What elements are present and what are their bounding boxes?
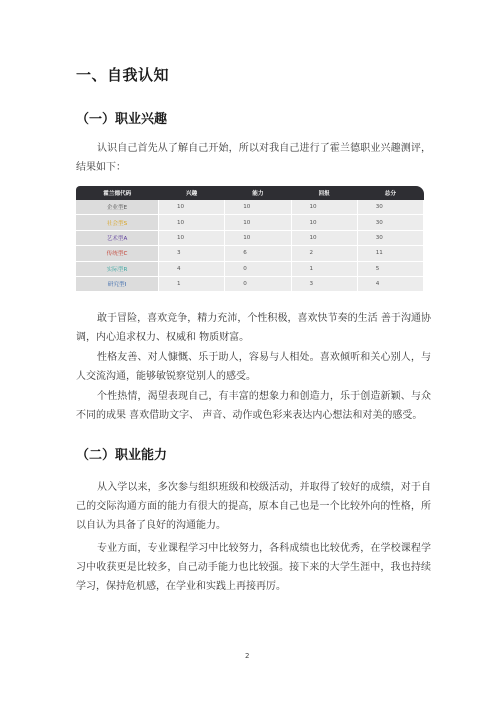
paragraph-social: 性格友善、对人慷慨、乐于助人，容易与人相处。喜欢倾听和关心别人，与人交流沟通，能够敏锐察觉别人的感受。 [76, 352, 431, 382]
score-cell: 3 [291, 276, 357, 291]
holland-code-table [76, 186, 424, 292]
paragraph-professional: 专业方面，专业课程学习中比较努力，各科成绩也比较优秀，在学校课程学习中收获更是比较多，自己动手能力也比较强。接下来的大学生涯中，我也持续学习，保持危机感，在学业和实践上再接再厉。 [76, 543, 431, 592]
score-cell: 2 [291, 246, 357, 261]
score-cell: 4 [357, 276, 423, 291]
page-number: 2 [245, 652, 250, 660]
score-cell: 30 [357, 230, 423, 245]
score-cell: 10 [291, 200, 357, 215]
score-cell: 4 [159, 261, 225, 276]
score-cell: 30 [357, 200, 423, 215]
score-cell: 6 [225, 246, 291, 261]
table-header-cell: 霍兰德代码 [76, 186, 159, 200]
section-heading: 一、自我认知 [76, 66, 170, 84]
table-header-cell: 兴趣 [159, 186, 225, 200]
score-cell: 1 [291, 261, 357, 276]
table-header-cell: 回报 [291, 186, 357, 200]
holland-type-cell: 企业型E [76, 200, 159, 215]
score-cell: 10 [225, 230, 291, 245]
table-row [76, 276, 424, 291]
paragraph-enterprising: 敢于冒险，喜欢竞争，精力充沛，个性积极，喜欢快节奏的生活 善于沟通协调，内心追求权力、权威和 物质财富。 [76, 313, 431, 343]
subsection-heading-interest: （一）职业兴趣 [76, 112, 168, 127]
intro-paragraph: 认识自己首先从了解自己开始，所以对我自己进行了霍兰德职业兴趣测评，结果如下： [76, 143, 431, 173]
score-cell: 1 [159, 276, 225, 291]
score-cell: 11 [357, 246, 423, 261]
score-cell: 0 [225, 261, 291, 276]
score-cell: 10 [159, 230, 225, 245]
score-cell: 10 [225, 200, 291, 215]
score-cell: 10 [225, 215, 291, 230]
holland-type-cell: 实际型R [76, 261, 159, 276]
score-cell: 5 [357, 261, 423, 276]
score-cell: 0 [225, 276, 291, 291]
table-header-cell: 总分 [357, 186, 423, 200]
holland-type-cell: 社会型S [76, 215, 159, 230]
table-header-cell: 能力 [225, 186, 291, 200]
score-cell: 3 [159, 246, 225, 261]
table-row [76, 261, 424, 276]
holland-type-cell: 研究型I [76, 276, 159, 291]
table-header-row [76, 186, 424, 200]
paragraph-artistic: 个性热情，渴望表现自己，有丰富的想象力和创造力，乐于创造新颖、与众不同的成果 喜欢借助文字、 声音、动作或色彩来表达内心想法和对美的感受。 [76, 391, 431, 421]
table-row [76, 246, 424, 261]
holland-type-cell: 艺术型A [76, 230, 159, 245]
holland-type-cell: 传统型C [76, 246, 159, 261]
table-body [76, 200, 424, 292]
score-cell: 30 [357, 215, 423, 230]
paragraph-communication: 从入学以来，多次参与组织班级和校级活动，并取得了较好的成绩，对于自己的交际沟通方面的能力有很大的提高，原本自己也是一个比较外向的性格，所以自认为具备了良好的沟通能力。 [76, 482, 431, 531]
score-cell: 10 [291, 230, 357, 245]
score-cell: 10 [291, 215, 357, 230]
table-row [76, 215, 424, 230]
score-cell: 10 [159, 215, 225, 230]
table-row [76, 200, 424, 215]
score-cell: 10 [159, 200, 225, 215]
table-row [76, 230, 424, 245]
subsection-heading-ability: （二）职业能力 [76, 448, 168, 463]
